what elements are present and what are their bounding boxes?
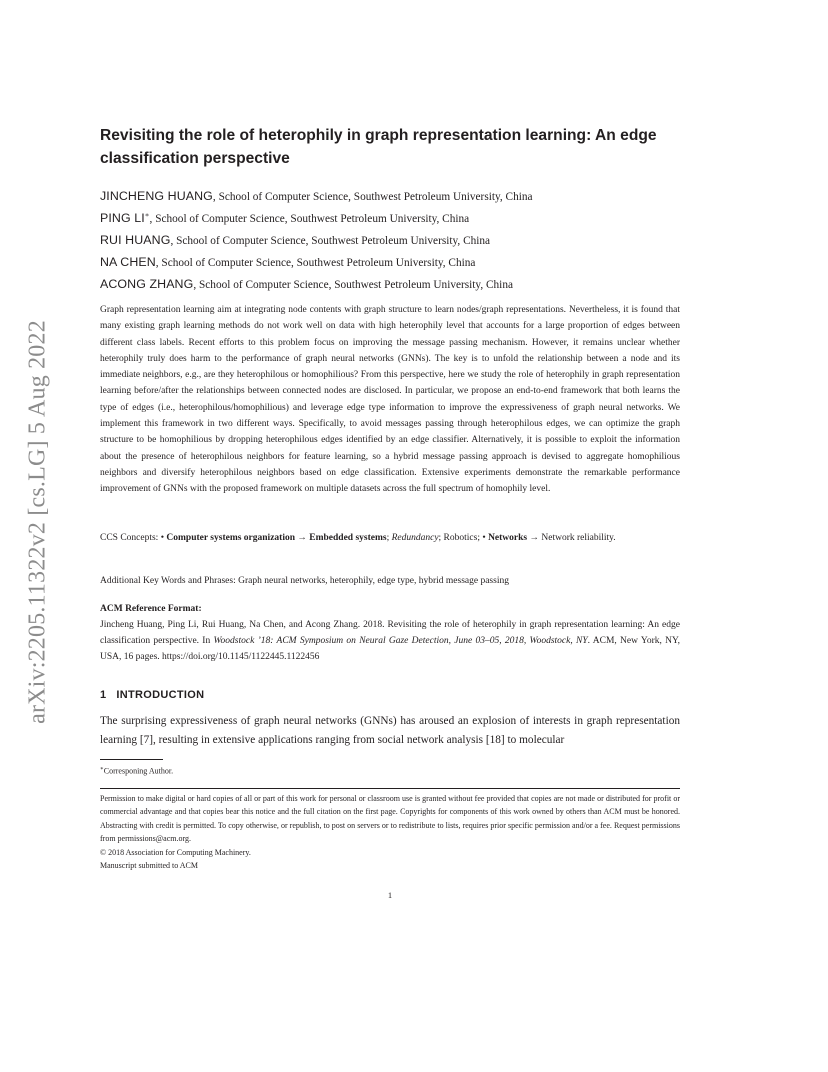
author-name: RUI HUANG bbox=[100, 232, 171, 247]
author-name: JINCHENG HUANG bbox=[100, 188, 213, 203]
ccs-separator: ; bbox=[386, 533, 392, 543]
ccs-concept: Embedded systems bbox=[309, 533, 387, 543]
author-name: ACONG ZHANG bbox=[100, 276, 194, 291]
author-entry bbox=[100, 250, 700, 272]
footnote bbox=[100, 763, 173, 778]
arxiv-identifier: arXiv:2205.11322v2 [cs.LG] 5 Aug 2022 bbox=[24, 320, 51, 724]
manuscript-line: Manuscript submitted to ACM bbox=[100, 861, 198, 871]
copyright-line: © 2018 Association for Computing Machinery. bbox=[100, 847, 251, 857]
author-entry bbox=[100, 206, 700, 228]
page-number: 1 bbox=[387, 890, 393, 900]
corresponding-author-mark: ∗ bbox=[144, 211, 150, 219]
ccs-concept: Networks bbox=[488, 533, 528, 543]
footnote-text: Corresponing Author. bbox=[103, 766, 174, 776]
ccs-arrow: → bbox=[527, 533, 542, 543]
introduction-paragraph: The surprising expressiveness of graph neural networks (GNNs) has aroused an explosion of interests in graph representation learning [7], resulting in extensive applications ranging from social network analysis [18] to molecular bbox=[100, 715, 680, 746]
author-affiliation: , School of Computer Science, Southwest Petroleum University, China bbox=[155, 256, 476, 269]
author-name: NA CHEN bbox=[100, 254, 156, 269]
footnote-rule bbox=[100, 759, 163, 760]
acm-reference-heading: ACM Reference Format: bbox=[100, 604, 202, 614]
author-affiliation: , School of Computer Science, Southwest Petroleum University, China bbox=[170, 234, 491, 247]
author-name: PING LI bbox=[100, 210, 145, 225]
reference-text: Jincheng Huang, Ping Li, Rui Huang, Na Chen, and Acong Zhang. 2018. Revisiting the role of heterophily in graph representation learning: An edge classification perspective. In bbox=[100, 620, 680, 646]
author-affiliation: , School of Computer Science, Southwest Petroleum University, China bbox=[149, 212, 470, 225]
ccs-arrow: → bbox=[295, 533, 310, 543]
acm-reference bbox=[100, 601, 680, 665]
ccs-concept: Computer systems organization bbox=[166, 533, 295, 543]
section-heading bbox=[100, 689, 204, 701]
author-entry bbox=[100, 228, 700, 250]
permission-text: Permission to make digital or hard copies of all or part of this work for personal or classroom use is granted without fee provided that copies are not made or distributed for profit or commercial advantage and that copies bear this notice and the full citation on the first page. Copyrights for components of this work owned by others than ACM must be honored. Abstracting with credit is permitted. To copy otherwise, or republish, to post on servers or to redistribute to lists, requires prior specific permission and/or a fee. Request permissions from permissions@acm.org. bbox=[100, 794, 680, 844]
footnote-mark: ∗ bbox=[100, 766, 104, 772]
author-entry bbox=[100, 272, 700, 294]
ccs-separator: ; Robotics; • bbox=[438, 533, 489, 543]
author-affiliation: , School of Computer Science, Southwest Petroleum University, China bbox=[193, 278, 513, 291]
paper-title: Revisiting the role of heterophily in graph representation learning: An edge classification perspective bbox=[100, 127, 657, 167]
author-entry bbox=[100, 184, 700, 206]
author-affiliation: , School of Computer Science, Southwest Petroleum University, China bbox=[212, 190, 533, 203]
ccs-label: CCS Concepts: • bbox=[100, 533, 167, 543]
acm-reference-body bbox=[100, 617, 680, 665]
ccs-concepts bbox=[100, 531, 680, 547]
permission-rule bbox=[100, 788, 680, 789]
section-title: INTRODUCTION bbox=[116, 689, 205, 701]
author-list bbox=[100, 184, 700, 294]
reference-text: . ACM, New York, NY, USA, 16 pages. https://doi.org/10.1145/1122445.1122456 bbox=[100, 636, 681, 662]
section-number: 1 bbox=[100, 689, 107, 701]
reference-venue: Woodstock ’18: ACM Symposium on Neural Gaze Detection, June 03–05, 2018, Woodstock, NY bbox=[213, 636, 588, 646]
permission-notice bbox=[100, 792, 680, 872]
abstract: Graph representation learning aim at integrating node contents with graph structure to learn nodes/graph representations. Nevertheless, it is found that many existing graph learning methods do not work well on data with high heterophily level that accounts for a large proportion of edges between different class labels. Recent efforts to this problem focus on improving the message passing mechanism. However, it remains unclear whether heterophily truly does harm to the performance of graph neural networks (GNNs). The key is to unfold the relationship between a node and its immediate neighbors, e.g., are they heterophilous or homophilious? From this perspective, here we study the role of heterophily in graph representation learning before/after the relationships between connected nodes are disclosed. In particular, we propose an end-to-end framework that both learns the type of edges (i.e., heterophilous/homophilious) and leverage edge type information to improve the expressiveness of graph neural networks. We implement this framework in two different ways. Specifically, to avoid messages passing through heterophilous edges, we can optimize the graph structure to be homophilious by dropping heterophilous edges identified by an edge classifier. Alternatively, it is possible to exploit the information about the presence of heterophilous neighbors for feature learning, so a hybrid message passing approach is devised to aggregate homophilious neighbors and diversify heterophilous neighbors based on edge classification. Extensive experiments demonstrate the remarkable performance improvement of GNNs with the proposed framework on multiple datasets across the full spectrum of homophily level. bbox=[100, 305, 680, 495]
ccs-concept: Redundancy bbox=[391, 533, 439, 543]
ccs-concept: Network reliability. bbox=[541, 533, 616, 543]
keywords: Additional Key Words and Phrases: Graph neural networks, heterophily, edge type, hybrid message passing bbox=[100, 576, 509, 586]
